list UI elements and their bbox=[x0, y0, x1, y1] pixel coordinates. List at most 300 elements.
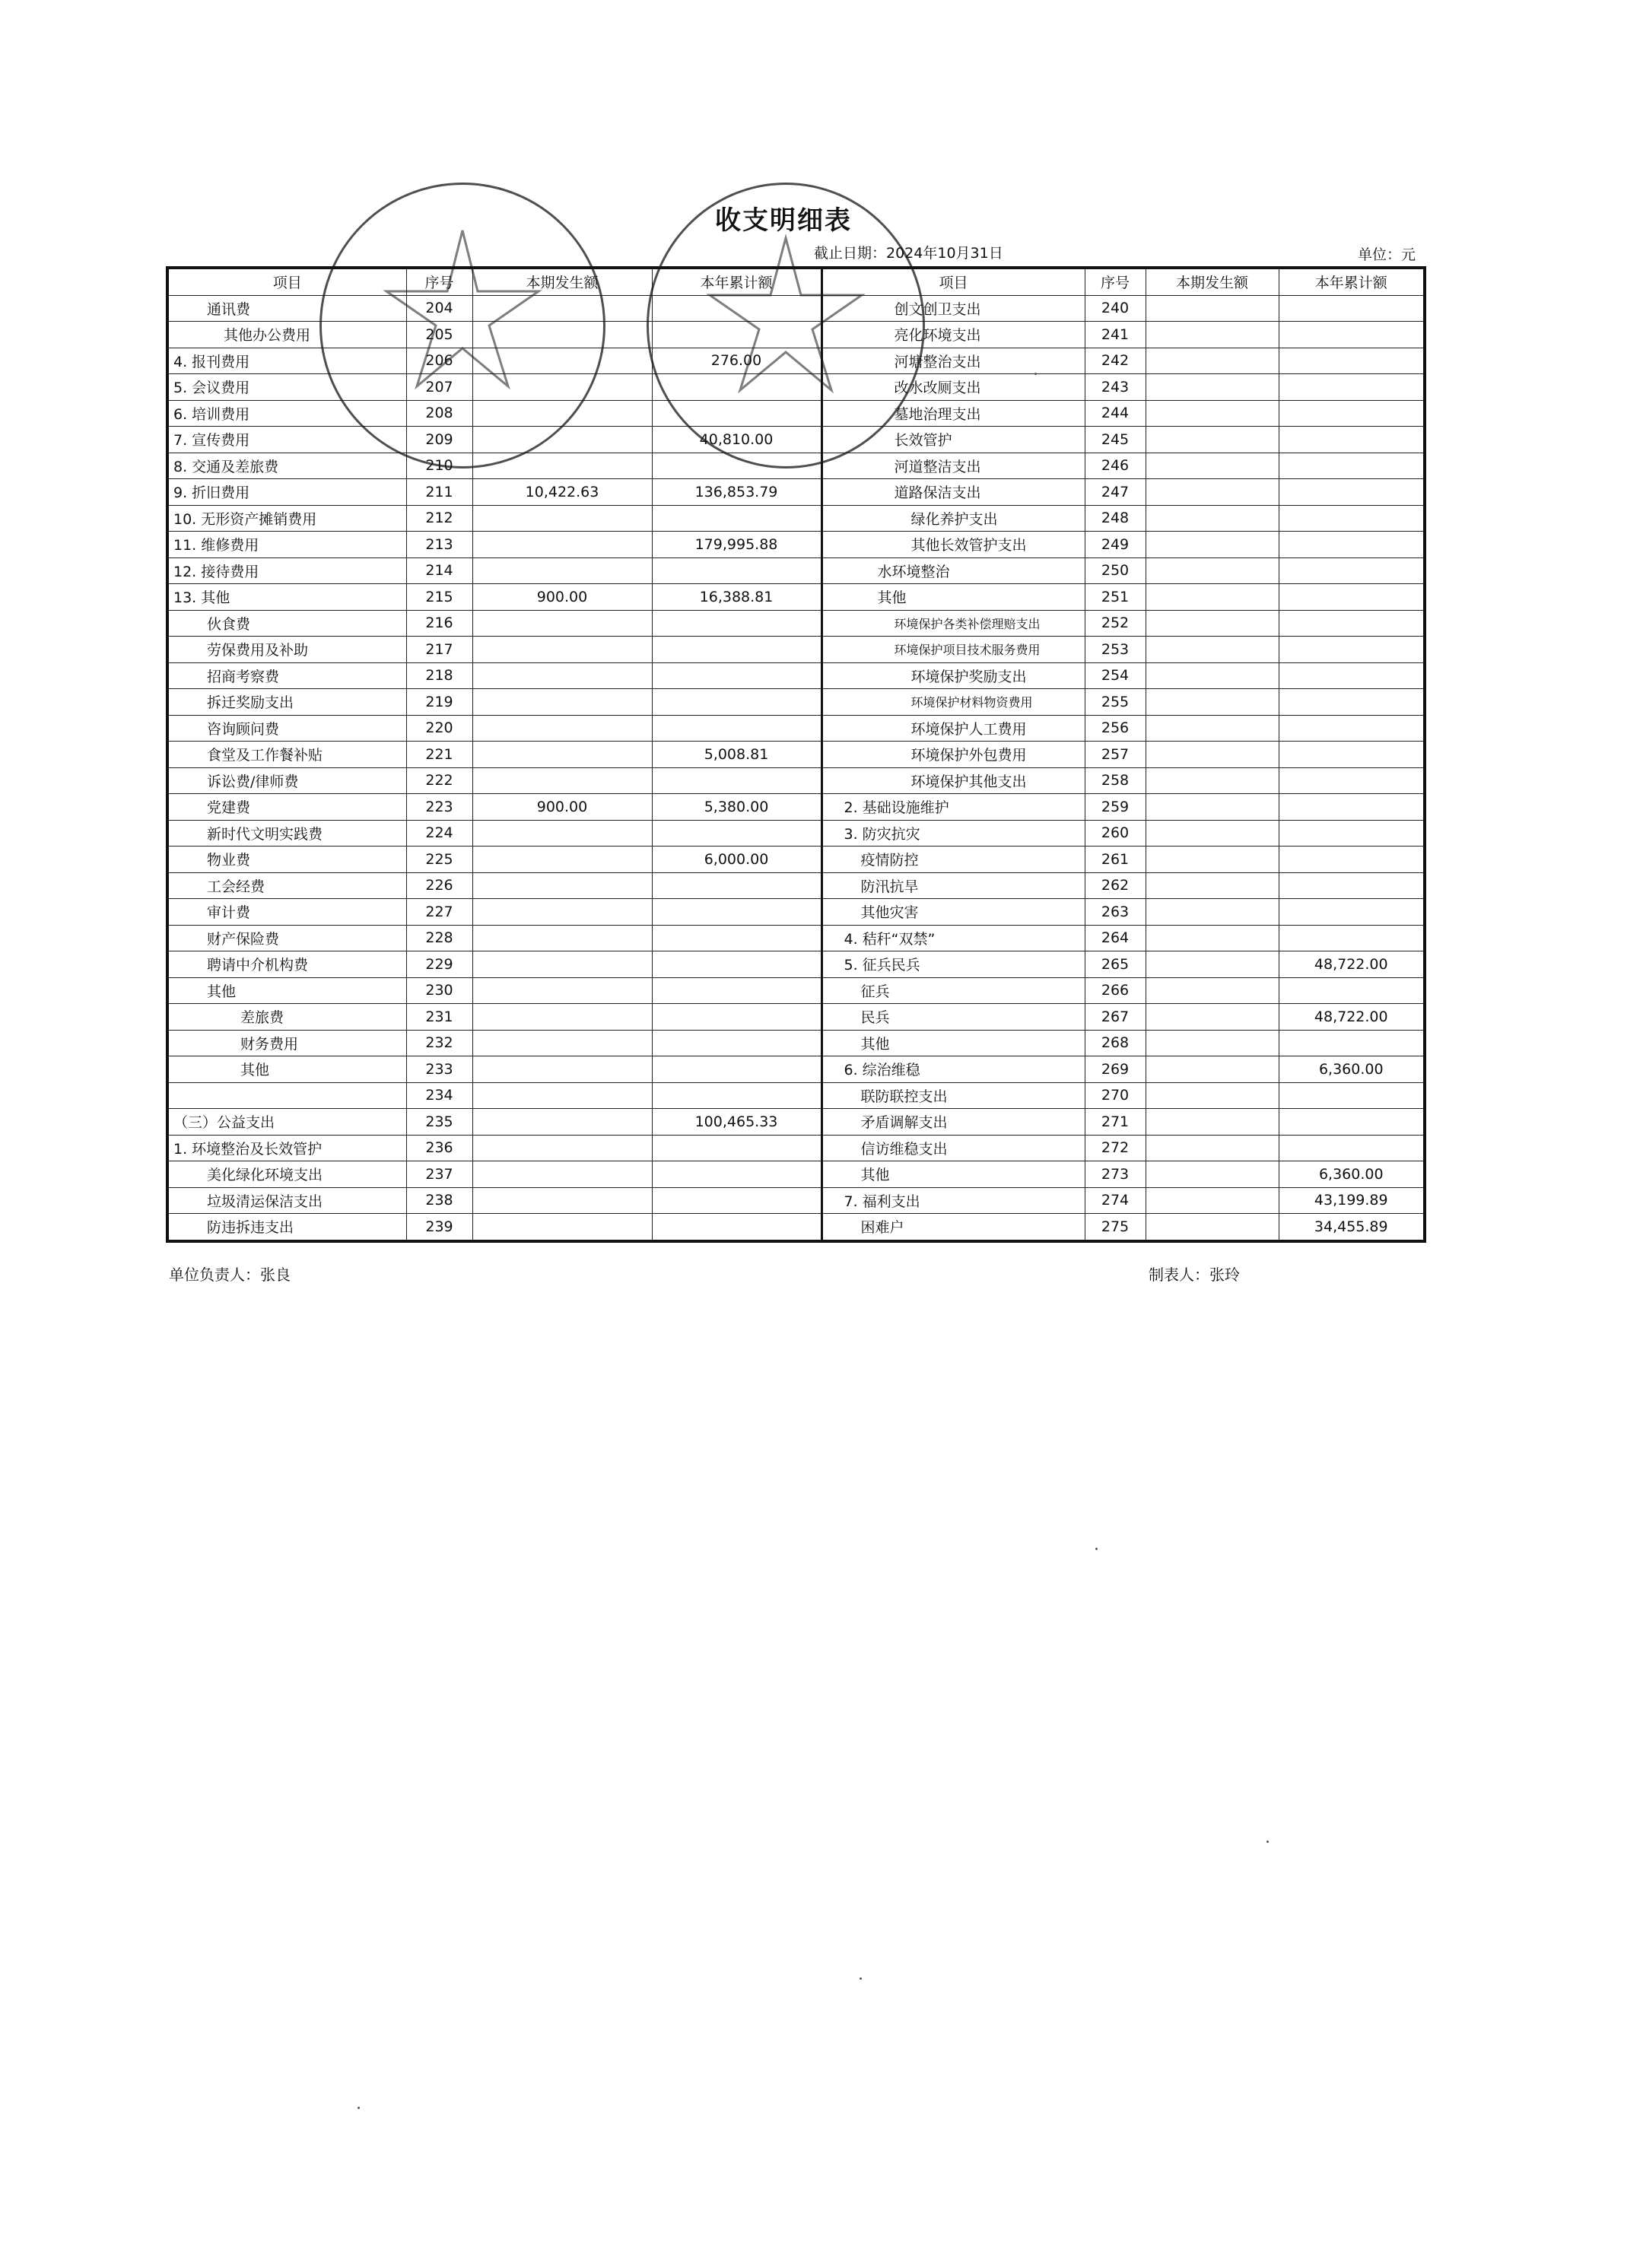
left-seq-cell: 233 bbox=[406, 1056, 472, 1083]
table-row bbox=[167, 1030, 1425, 1056]
right-ytd-cell bbox=[1279, 610, 1425, 637]
left-ytd-cell bbox=[652, 453, 822, 479]
right-seq-cell: 272 bbox=[1085, 1135, 1146, 1161]
right-item-cell: 联防联控支出 bbox=[822, 1082, 1085, 1109]
right-item-cell: 长效管护 bbox=[822, 427, 1085, 453]
right-seq-cell: 240 bbox=[1085, 295, 1146, 322]
right-ytd-cell bbox=[1279, 505, 1425, 532]
left-seq-cell: 219 bbox=[406, 689, 472, 716]
left-seq-cell: 237 bbox=[406, 1161, 472, 1188]
left-current-cell bbox=[472, 1214, 652, 1241]
right-seq-cell: 262 bbox=[1085, 872, 1146, 899]
left-item-cell: 垃圾清运保洁支出 bbox=[167, 1187, 406, 1214]
right-seq-cell: 253 bbox=[1085, 637, 1146, 663]
left-current-cell bbox=[472, 899, 652, 926]
right-item-cell: 矛盾调解支出 bbox=[822, 1109, 1085, 1136]
right-current-cell bbox=[1146, 322, 1279, 348]
left-ytd-cell bbox=[652, 1056, 822, 1083]
table-row bbox=[167, 925, 1425, 951]
right-current-cell bbox=[1146, 689, 1279, 716]
cutoff-date: 截止日期：2024年10月31日 bbox=[814, 245, 1003, 262]
left-item-cell: 防违拆违支出 bbox=[167, 1214, 406, 1241]
right-item-cell: 环境保护外包费用 bbox=[822, 742, 1085, 768]
left-item-cell: 通讯费 bbox=[167, 295, 406, 322]
left-seq-cell: 234 bbox=[406, 1082, 472, 1109]
col-header-current-left: 本期发生额 bbox=[472, 268, 652, 295]
right-item-cell: 绿化养护支出 bbox=[822, 505, 1085, 532]
right-ytd-cell bbox=[1279, 794, 1425, 821]
right-seq-cell: 274 bbox=[1085, 1187, 1146, 1214]
left-item-cell: 物业费 bbox=[167, 847, 406, 873]
left-item-cell: 伙食费 bbox=[167, 610, 406, 637]
left-ytd-cell: 6,000.00 bbox=[652, 847, 822, 873]
left-ytd-cell bbox=[652, 1004, 822, 1031]
right-seq-cell: 260 bbox=[1085, 820, 1146, 847]
right-item-cell: 环境保护各类补偿理赔支出 bbox=[822, 610, 1085, 637]
table-header-row bbox=[167, 268, 1425, 295]
col-header-no-right: 序号 bbox=[1085, 268, 1146, 295]
left-item-cell bbox=[167, 1082, 406, 1109]
right-ytd-cell bbox=[1279, 872, 1425, 899]
right-seq-cell: 249 bbox=[1085, 532, 1146, 558]
right-seq-cell: 270 bbox=[1085, 1082, 1146, 1109]
table-row bbox=[167, 1135, 1425, 1161]
right-current-cell bbox=[1146, 532, 1279, 558]
right-seq-cell: 254 bbox=[1085, 662, 1146, 689]
left-current-cell bbox=[472, 977, 652, 1004]
left-seq-cell: 227 bbox=[406, 899, 472, 926]
table-row bbox=[167, 1082, 1425, 1109]
left-ytd-cell bbox=[652, 977, 822, 1004]
left-item-cell: 6. 培训费用 bbox=[167, 400, 406, 427]
right-seq-cell: 256 bbox=[1085, 715, 1146, 742]
right-item-cell: 道路保洁支出 bbox=[822, 479, 1085, 506]
table-row bbox=[167, 557, 1425, 584]
right-current-cell bbox=[1146, 1056, 1279, 1083]
left-current-cell bbox=[472, 322, 652, 348]
left-item-cell: 新时代文明实践费 bbox=[167, 820, 406, 847]
right-current-cell bbox=[1146, 872, 1279, 899]
table-row bbox=[167, 505, 1425, 532]
left-current-cell bbox=[472, 1056, 652, 1083]
right-ytd-cell bbox=[1279, 1135, 1425, 1161]
left-current-cell bbox=[472, 689, 652, 716]
left-current-cell bbox=[472, 820, 652, 847]
left-item-cell: 咨询顾问费 bbox=[167, 715, 406, 742]
left-item-cell: 诉讼费/律师费 bbox=[167, 767, 406, 794]
right-item-cell: 3. 防灾抗灾 bbox=[822, 820, 1085, 847]
left-item-cell: 食堂及工作餐补贴 bbox=[167, 742, 406, 768]
right-ytd-cell bbox=[1279, 662, 1425, 689]
table-row bbox=[167, 322, 1425, 348]
table-row bbox=[167, 899, 1425, 926]
left-seq-cell: 214 bbox=[406, 557, 472, 584]
left-ytd-cell: 136,853.79 bbox=[652, 479, 822, 506]
right-item-cell: 环境保护材料物资费用 bbox=[822, 689, 1085, 716]
left-item-cell: 差旅费 bbox=[167, 1004, 406, 1031]
left-seq-cell: 210 bbox=[406, 453, 472, 479]
right-seq-cell: 241 bbox=[1085, 322, 1146, 348]
left-item-cell: 5. 会议费用 bbox=[167, 374, 406, 401]
right-current-cell bbox=[1146, 899, 1279, 926]
right-ytd-cell: 34,455.89 bbox=[1279, 1214, 1425, 1241]
right-item-cell: 环境保护奖励支出 bbox=[822, 662, 1085, 689]
left-current-cell bbox=[472, 348, 652, 374]
table-row bbox=[167, 662, 1425, 689]
left-seq-cell: 224 bbox=[406, 820, 472, 847]
left-seq-cell: 236 bbox=[406, 1135, 472, 1161]
right-seq-cell: 252 bbox=[1085, 610, 1146, 637]
right-ytd-cell bbox=[1279, 715, 1425, 742]
right-item-cell: 其他 bbox=[822, 1030, 1085, 1056]
left-seq-cell: 205 bbox=[406, 322, 472, 348]
right-item-cell: 7. 福利支出 bbox=[822, 1187, 1085, 1214]
table-row bbox=[167, 295, 1425, 322]
col-header-ytd-right: 本年累计额 bbox=[1279, 268, 1425, 295]
left-ytd-cell bbox=[652, 505, 822, 532]
right-seq-cell: 264 bbox=[1085, 925, 1146, 951]
left-ytd-cell bbox=[652, 1135, 822, 1161]
right-ytd-cell bbox=[1279, 532, 1425, 558]
right-seq-cell: 248 bbox=[1085, 505, 1146, 532]
left-current-cell bbox=[472, 742, 652, 768]
right-item-cell: 其他灾害 bbox=[822, 899, 1085, 926]
right-current-cell bbox=[1146, 1109, 1279, 1136]
col-header-ytd-left: 本年累计额 bbox=[652, 268, 822, 295]
left-ytd-cell bbox=[652, 1030, 822, 1056]
left-current-cell bbox=[472, 532, 652, 558]
right-item-cell: 环境保护项目技术服务费用 bbox=[822, 637, 1085, 663]
left-seq-cell: 229 bbox=[406, 951, 472, 978]
left-ytd-cell: 100,465.33 bbox=[652, 1109, 822, 1136]
left-ytd-cell bbox=[652, 637, 822, 663]
left-item-cell: 1. 环境整治及长效管护 bbox=[167, 1135, 406, 1161]
left-item-cell: 其他 bbox=[167, 977, 406, 1004]
right-current-cell bbox=[1146, 505, 1279, 532]
right-seq-cell: 258 bbox=[1085, 767, 1146, 794]
right-seq-cell: 243 bbox=[1085, 374, 1146, 401]
left-ytd-cell bbox=[652, 1214, 822, 1241]
table-row bbox=[167, 637, 1425, 663]
right-current-cell bbox=[1146, 847, 1279, 873]
right-current-cell bbox=[1146, 374, 1279, 401]
unit-head-signature: 单位负责人：张良 bbox=[169, 1266, 291, 1284]
table-row bbox=[167, 1109, 1425, 1136]
right-current-cell bbox=[1146, 637, 1279, 663]
table-row bbox=[167, 977, 1425, 1004]
table-row bbox=[167, 742, 1425, 768]
left-current-cell bbox=[472, 453, 652, 479]
left-seq-cell: 218 bbox=[406, 662, 472, 689]
table-row bbox=[167, 715, 1425, 742]
right-current-cell bbox=[1146, 742, 1279, 768]
left-current-cell bbox=[472, 767, 652, 794]
right-item-cell: 4. 秸秆“双禁” bbox=[822, 925, 1085, 951]
right-ytd-cell bbox=[1279, 348, 1425, 374]
right-current-cell bbox=[1146, 610, 1279, 637]
right-seq-cell: 266 bbox=[1085, 977, 1146, 1004]
table-row bbox=[167, 532, 1425, 558]
left-ytd-cell bbox=[652, 1082, 822, 1109]
left-current-cell bbox=[472, 847, 652, 873]
right-ytd-cell bbox=[1279, 584, 1425, 611]
table-row bbox=[167, 427, 1425, 453]
table-row bbox=[167, 1161, 1425, 1188]
right-ytd-cell: 6,360.00 bbox=[1279, 1056, 1425, 1083]
left-ytd-cell: 276.00 bbox=[652, 348, 822, 374]
table-row bbox=[167, 584, 1425, 611]
right-current-cell bbox=[1146, 820, 1279, 847]
right-item-cell: 河道整洁支出 bbox=[822, 453, 1085, 479]
right-item-cell: 河塘整治支出 bbox=[822, 348, 1085, 374]
scan-speck bbox=[1034, 373, 1037, 375]
left-ytd-cell bbox=[652, 925, 822, 951]
left-current-cell bbox=[472, 715, 652, 742]
left-seq-cell: 230 bbox=[406, 977, 472, 1004]
table-row bbox=[167, 872, 1425, 899]
scan-speck bbox=[1266, 1841, 1269, 1843]
right-ytd-cell bbox=[1279, 1082, 1425, 1109]
left-item-cell: 7. 宣传费用 bbox=[167, 427, 406, 453]
left-ytd-cell bbox=[652, 899, 822, 926]
left-current-cell bbox=[472, 400, 652, 427]
right-seq-cell: 251 bbox=[1085, 584, 1146, 611]
left-seq-cell: 204 bbox=[406, 295, 472, 322]
left-current-cell bbox=[472, 925, 652, 951]
right-ytd-cell bbox=[1279, 767, 1425, 794]
right-item-cell: 6. 综治维稳 bbox=[822, 1056, 1085, 1083]
right-seq-cell: 269 bbox=[1085, 1056, 1146, 1083]
right-ytd-cell bbox=[1279, 479, 1425, 506]
right-current-cell bbox=[1146, 1082, 1279, 1109]
table-row bbox=[167, 1214, 1425, 1241]
left-ytd-cell bbox=[652, 872, 822, 899]
ledger-body bbox=[167, 295, 1425, 1241]
table-row bbox=[167, 767, 1425, 794]
right-seq-cell: 261 bbox=[1085, 847, 1146, 873]
left-seq-cell: 231 bbox=[406, 1004, 472, 1031]
left-seq-cell: 223 bbox=[406, 794, 472, 821]
right-seq-cell: 247 bbox=[1085, 479, 1146, 506]
right-seq-cell: 246 bbox=[1085, 453, 1146, 479]
right-current-cell bbox=[1146, 1135, 1279, 1161]
left-current-cell bbox=[472, 1030, 652, 1056]
right-seq-cell: 257 bbox=[1085, 742, 1146, 768]
left-ytd-cell bbox=[652, 689, 822, 716]
col-header-item-right: 项目 bbox=[822, 268, 1085, 295]
right-current-cell bbox=[1146, 1187, 1279, 1214]
left-seq-cell: 211 bbox=[406, 479, 472, 506]
left-current-cell bbox=[472, 295, 652, 322]
right-current-cell bbox=[1146, 348, 1279, 374]
right-item-cell: 其他 bbox=[822, 1161, 1085, 1188]
right-seq-cell: 267 bbox=[1085, 1004, 1146, 1031]
right-ytd-cell bbox=[1279, 322, 1425, 348]
left-ytd-cell bbox=[652, 295, 822, 322]
table-row bbox=[167, 820, 1425, 847]
table-row bbox=[167, 847, 1425, 873]
right-ytd-cell bbox=[1279, 557, 1425, 584]
right-seq-cell: 244 bbox=[1085, 400, 1146, 427]
left-seq-cell: 212 bbox=[406, 505, 472, 532]
right-item-cell: 创文创卫支出 bbox=[822, 295, 1085, 322]
left-ytd-cell bbox=[652, 322, 822, 348]
right-current-cell bbox=[1146, 977, 1279, 1004]
right-item-cell: 其他长效管护支出 bbox=[822, 532, 1085, 558]
left-current-cell bbox=[472, 1082, 652, 1109]
right-ytd-cell bbox=[1279, 637, 1425, 663]
left-seq-cell: 213 bbox=[406, 532, 472, 558]
left-current-cell bbox=[472, 557, 652, 584]
right-ytd-cell: 48,722.00 bbox=[1279, 951, 1425, 978]
right-ytd-cell bbox=[1279, 1109, 1425, 1136]
left-item-cell: 聘请中介机构费 bbox=[167, 951, 406, 978]
right-seq-cell: 242 bbox=[1085, 348, 1146, 374]
table-row bbox=[167, 479, 1425, 506]
col-header-current-right: 本期发生额 bbox=[1146, 268, 1279, 295]
left-item-cell: 10. 无形资产摊销费用 bbox=[167, 505, 406, 532]
left-ytd-cell bbox=[652, 820, 822, 847]
ledger-table bbox=[166, 266, 1426, 1243]
left-ytd-cell bbox=[652, 951, 822, 978]
col-header-item-left: 项目 bbox=[167, 268, 406, 295]
left-ytd-cell bbox=[652, 1187, 822, 1214]
left-ytd-cell bbox=[652, 400, 822, 427]
right-ytd-cell bbox=[1279, 742, 1425, 768]
right-item-cell: 民兵 bbox=[822, 1004, 1085, 1031]
left-item-cell: 财产保险费 bbox=[167, 925, 406, 951]
left-seq-cell: 220 bbox=[406, 715, 472, 742]
right-ytd-cell bbox=[1279, 977, 1425, 1004]
right-item-cell: 防汛抗旱 bbox=[822, 872, 1085, 899]
left-item-cell: 13. 其他 bbox=[167, 584, 406, 611]
left-seq-cell: 239 bbox=[406, 1214, 472, 1241]
scan-speck bbox=[1095, 1548, 1098, 1550]
left-ytd-cell bbox=[652, 715, 822, 742]
left-seq-cell: 206 bbox=[406, 348, 472, 374]
left-seq-cell: 215 bbox=[406, 584, 472, 611]
right-current-cell bbox=[1146, 453, 1279, 479]
left-current-cell bbox=[472, 374, 652, 401]
left-ytd-cell bbox=[652, 557, 822, 584]
right-current-cell bbox=[1146, 925, 1279, 951]
left-current-cell bbox=[472, 1109, 652, 1136]
right-item-cell: 亮化环境支出 bbox=[822, 322, 1085, 348]
table-row bbox=[167, 348, 1425, 374]
left-current-cell bbox=[472, 1135, 652, 1161]
right-ytd-cell: 6,360.00 bbox=[1279, 1161, 1425, 1188]
left-current-cell: 900.00 bbox=[472, 794, 652, 821]
right-current-cell bbox=[1146, 584, 1279, 611]
right-current-cell bbox=[1146, 767, 1279, 794]
right-current-cell bbox=[1146, 1161, 1279, 1188]
currency-unit: 单位：元 bbox=[1358, 246, 1416, 263]
left-current-cell bbox=[472, 427, 652, 453]
left-seq-cell: 238 bbox=[406, 1187, 472, 1214]
left-item-cell: 审计费 bbox=[167, 899, 406, 926]
left-seq-cell: 222 bbox=[406, 767, 472, 794]
left-ytd-cell bbox=[652, 374, 822, 401]
left-item-cell: 财务费用 bbox=[167, 1030, 406, 1056]
right-ytd-cell bbox=[1279, 295, 1425, 322]
right-current-cell bbox=[1146, 1004, 1279, 1031]
left-item-cell: 工会经费 bbox=[167, 872, 406, 899]
right-seq-cell: 271 bbox=[1085, 1109, 1146, 1136]
right-item-cell: 环境保护其他支出 bbox=[822, 767, 1085, 794]
right-ytd-cell bbox=[1279, 925, 1425, 951]
left-item-cell: 9. 折旧费用 bbox=[167, 479, 406, 506]
right-seq-cell: 263 bbox=[1085, 899, 1146, 926]
right-item-cell: 困难户 bbox=[822, 1214, 1085, 1241]
left-seq-cell: 232 bbox=[406, 1030, 472, 1056]
left-item-cell: 8. 交通及差旅费 bbox=[167, 453, 406, 479]
table-row bbox=[167, 1056, 1425, 1083]
right-item-cell: 疫情防控 bbox=[822, 847, 1085, 873]
left-seq-cell: 209 bbox=[406, 427, 472, 453]
col-header-no-left: 序号 bbox=[406, 268, 472, 295]
left-seq-cell: 216 bbox=[406, 610, 472, 637]
left-item-cell: 12. 接待费用 bbox=[167, 557, 406, 584]
right-seq-cell: 250 bbox=[1085, 557, 1146, 584]
left-ytd-cell bbox=[652, 662, 822, 689]
right-item-cell: 水环境整治 bbox=[822, 557, 1085, 584]
left-current-cell bbox=[472, 1161, 652, 1188]
table-row bbox=[167, 400, 1425, 427]
right-ytd-cell bbox=[1279, 1030, 1425, 1056]
right-current-cell bbox=[1146, 1214, 1279, 1241]
right-current-cell bbox=[1146, 662, 1279, 689]
table-row bbox=[167, 1004, 1425, 1031]
right-current-cell bbox=[1146, 794, 1279, 821]
right-item-cell: 其他 bbox=[822, 584, 1085, 611]
right-ytd-cell bbox=[1279, 374, 1425, 401]
left-item-cell: 其他 bbox=[167, 1056, 406, 1083]
right-ytd-cell bbox=[1279, 427, 1425, 453]
right-ytd-cell bbox=[1279, 820, 1425, 847]
left-ytd-cell bbox=[652, 767, 822, 794]
preparer-signature: 制表人：张玲 bbox=[1149, 1266, 1240, 1284]
left-current-cell bbox=[472, 637, 652, 663]
right-seq-cell: 259 bbox=[1085, 794, 1146, 821]
left-item-cell: 美化绿化环境支出 bbox=[167, 1161, 406, 1188]
left-current-cell bbox=[472, 662, 652, 689]
table-row bbox=[167, 374, 1425, 401]
right-seq-cell: 275 bbox=[1085, 1214, 1146, 1241]
right-item-cell: 信访维稳支出 bbox=[822, 1135, 1085, 1161]
table-row bbox=[167, 689, 1425, 716]
right-ytd-cell bbox=[1279, 689, 1425, 716]
table-row bbox=[167, 951, 1425, 978]
left-item-cell: 其他办公费用 bbox=[167, 322, 406, 348]
left-ytd-cell bbox=[652, 610, 822, 637]
right-current-cell bbox=[1146, 479, 1279, 506]
table-row bbox=[167, 1187, 1425, 1214]
right-seq-cell: 265 bbox=[1085, 951, 1146, 978]
table-row bbox=[167, 453, 1425, 479]
page-title: 收支明细表 bbox=[715, 205, 852, 236]
scan-speck bbox=[358, 2107, 360, 2109]
left-item-cell: 4. 报刊费用 bbox=[167, 348, 406, 374]
left-seq-cell: 207 bbox=[406, 374, 472, 401]
left-current-cell bbox=[472, 505, 652, 532]
right-current-cell bbox=[1146, 427, 1279, 453]
right-item-cell: 墓地治理支出 bbox=[822, 400, 1085, 427]
left-item-cell: 拆迁奖励支出 bbox=[167, 689, 406, 716]
left-ytd-cell: 5,008.81 bbox=[652, 742, 822, 768]
left-item-cell: 劳保费用及补助 bbox=[167, 637, 406, 663]
left-seq-cell: 217 bbox=[406, 637, 472, 663]
left-current-cell bbox=[472, 1187, 652, 1214]
